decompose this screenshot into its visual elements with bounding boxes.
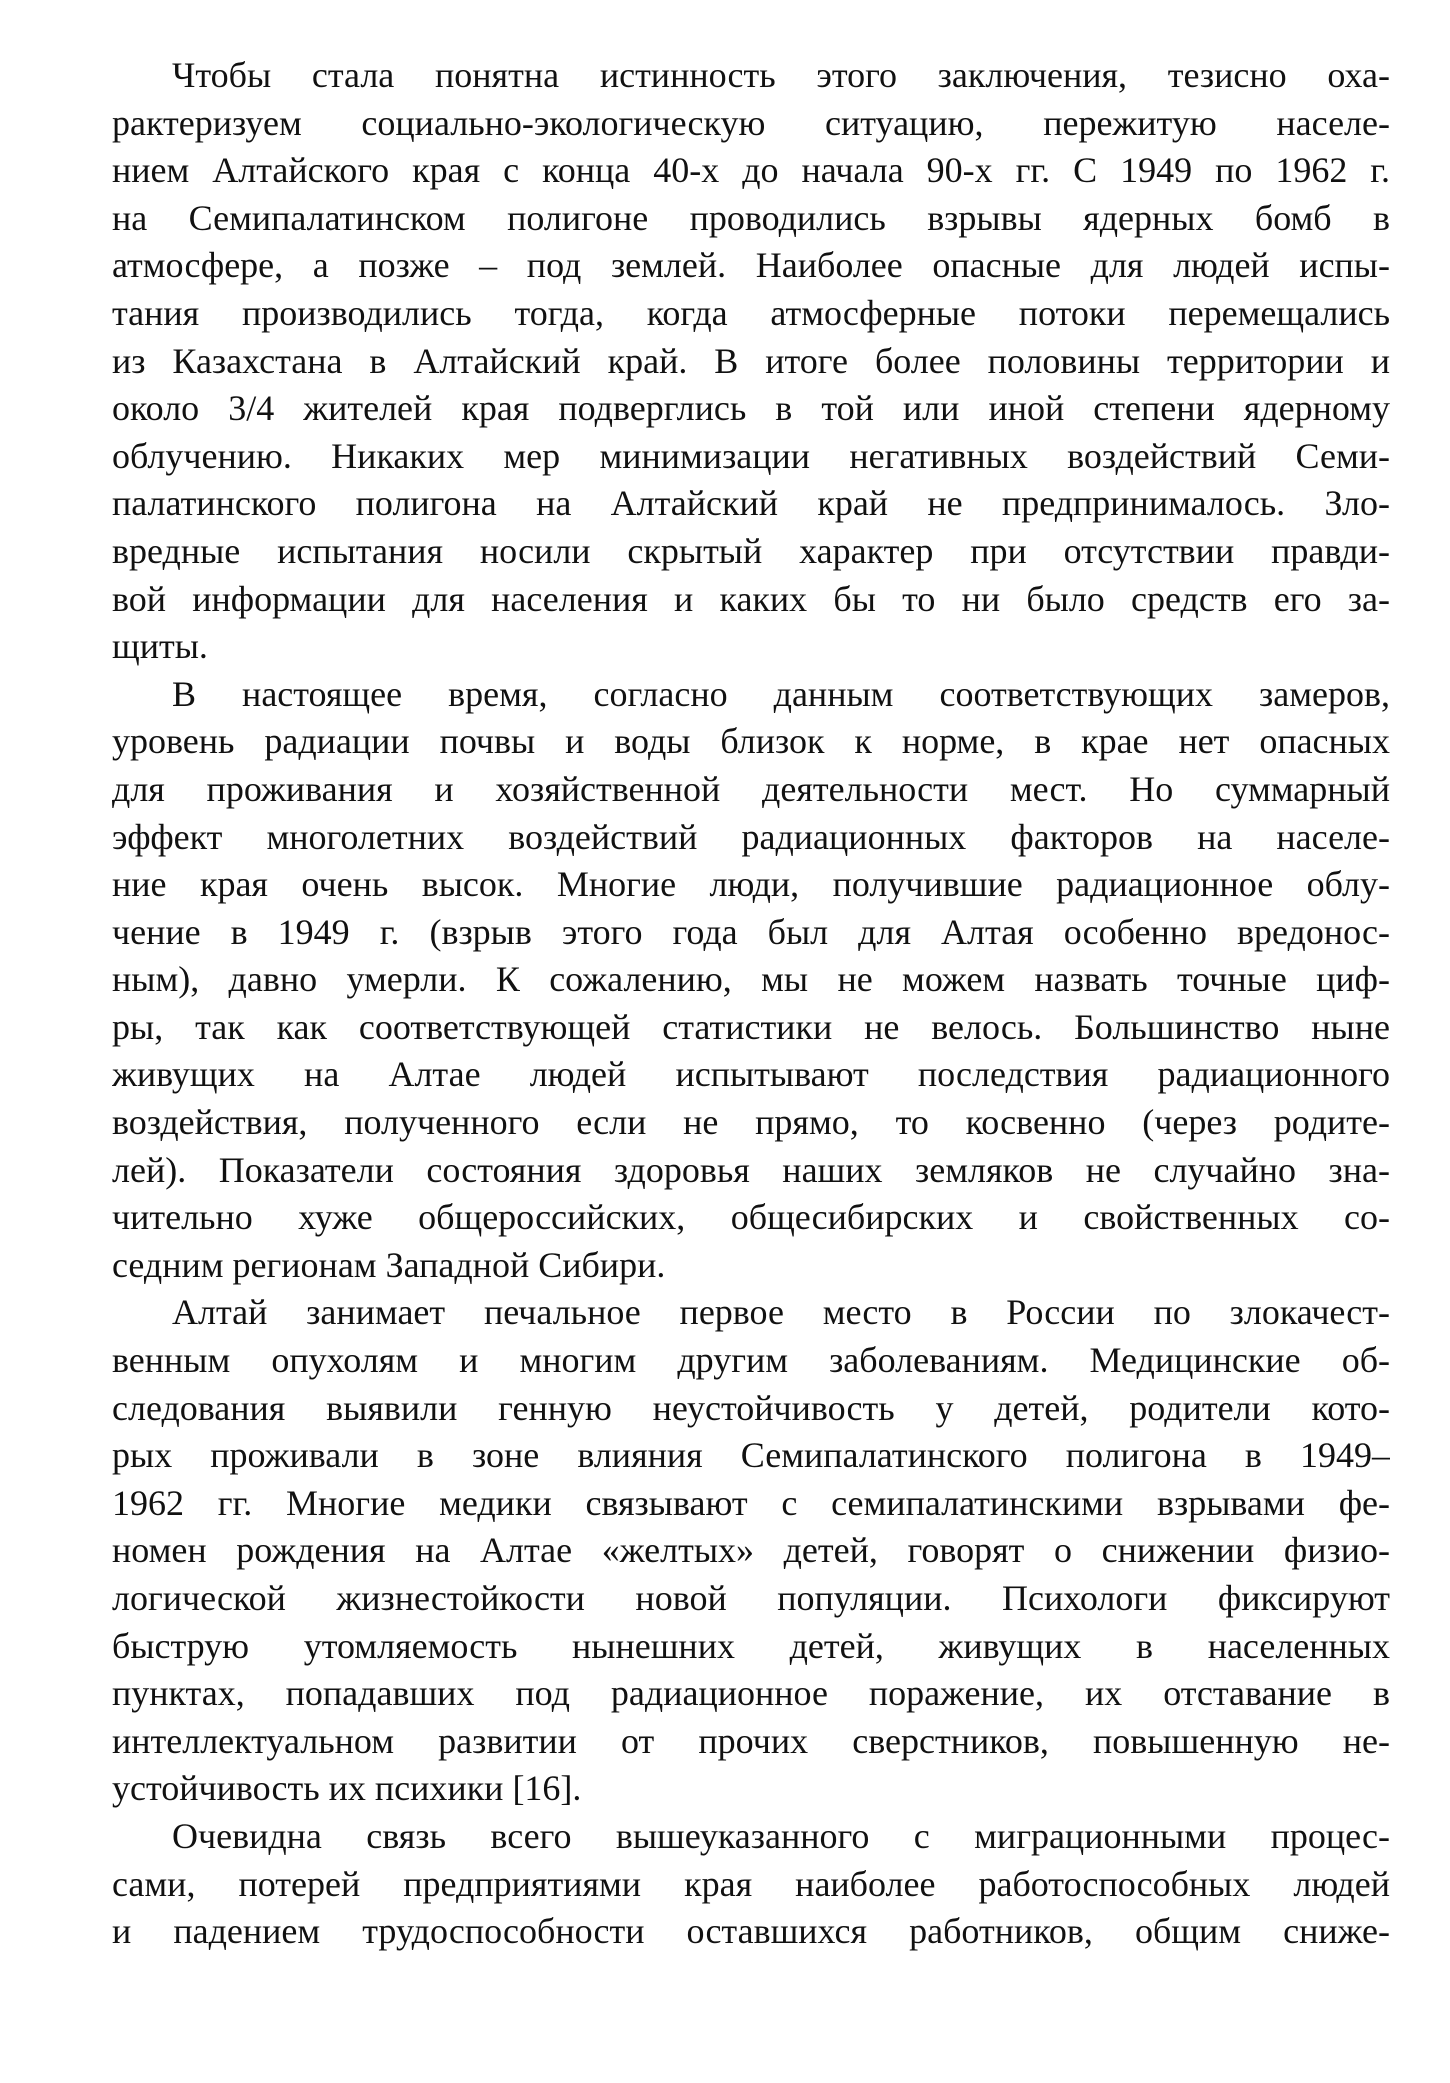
text-line: вредные испытания носили скрытый характер при отсутствии правди- <box>112 530 1390 571</box>
text-line: номен рождения на Алтае «желтых» детей, говорят о снижении физио- <box>112 1530 1390 1571</box>
text-line: чительно хуже общероссийских, общесибирских и свойственных со- <box>112 1197 1390 1238</box>
text-line: атмосфере, а позже – под землей. Наиболее опасные для людей испы- <box>112 245 1390 286</box>
text-line: из Казахстана в Алтайский край. В итоге более половины территории и <box>112 340 1390 381</box>
text-line: воздействия, полученного если не прямо, то косвенно (через родите- <box>112 1102 1390 1143</box>
text-line: устойчивость их психики [16]. <box>112 1768 582 1809</box>
text-line: чение в 1949 г. (взрыв этого года был для Алтая особенно вредонос- <box>112 911 1390 952</box>
paragraph-3 <box>112 1289 1390 1813</box>
text-line: В настоящее время, согласно данным соответствующих замеров, <box>172 673 1390 714</box>
text-line: лей). Показатели состояния здоровья наших земляков не случайно зна- <box>112 1149 1390 1190</box>
text-line: 1962 гг. Многие медики связывают с семипалатинскими взрывами фе- <box>112 1482 1390 1523</box>
text-line: венным опухолям и многим другим заболеваниям. Медицинские об- <box>112 1340 1390 1381</box>
text-line: нием Алтайского края с конца 40-х до начала 90-х гг. С 1949 по 1962 г. <box>112 150 1390 191</box>
text-line: следования выявили генную неустойчивость у детей, родители кото- <box>112 1387 1390 1428</box>
text-line: облучению. Никаких мер минимизации негативных воздействий Семи- <box>112 435 1390 476</box>
paragraph-2 <box>112 671 1390 1290</box>
text-line: тания производились тогда, когда атмосферные потоки перемещались <box>112 292 1390 333</box>
text-line: для проживания и хозяйственной деятельности мест. Но суммарный <box>112 768 1390 809</box>
text-line: быструю утомляемость нынешних детей, живущих в населенных <box>112 1625 1390 1666</box>
text-line: ние края очень высок. Многие люди, получившие радиационное облу- <box>112 864 1390 905</box>
text-line: интеллектуальном развитии от прочих сверстников, повышенную не- <box>112 1720 1390 1761</box>
text-line: палатинского полигона на Алтайский край не предпринималось. Зло- <box>112 483 1390 524</box>
paragraph-1 <box>112 52 1390 671</box>
text-line: седним регионам Западной Сибири. <box>112 1244 666 1285</box>
text-line: логической жизнестойкости новой популяции. Психологи фиксируют <box>112 1578 1390 1618</box>
text-line: Чтобы стала понятна истинность этого заключения, тезисно оха- <box>172 55 1390 95</box>
paragraph-4 <box>112 1813 1390 1956</box>
text-line: рых проживали в зоне влияния Семипалатинского полигона в 1949– <box>112 1435 1390 1476</box>
text-line: ры, так как соответствующей статистики не велось. Большинство ныне <box>112 1006 1390 1047</box>
text-line: Очевидна связь всего вышеуказанного с миграционными процес- <box>172 1815 1390 1856</box>
text-line: ным), давно умерли. К сожалению, мы не можем назвать точные циф- <box>112 959 1390 1000</box>
text-line: вой информации для населения и каких бы то ни было средств его за- <box>112 578 1390 619</box>
text-line: сами, потерей предприятиями края наиболее работоспособных людей <box>112 1863 1390 1904</box>
text-line: Алтай занимает печальное первое место в России по злокачест- <box>172 1292 1390 1333</box>
text-line: живущих на Алтае людей испытывают последствия радиационного <box>112 1054 1390 1095</box>
text-line: и падением трудоспособности оставшихся работников, общим сниже- <box>112 1911 1390 1952</box>
text-line: уровень радиации почвы и воды близок к норме, в крае нет опасных <box>112 721 1390 762</box>
document-page <box>112 52 1390 1956</box>
text-line: пунктах, попадавших под радиационное поражение, их отставание в <box>112 1673 1390 1714</box>
text-line: около 3/4 жителей края подверглись в той или иной степени ядерному <box>112 388 1390 429</box>
text-line: рактеризуем социально-экологическую ситуацию, пережитую населе- <box>112 102 1390 143</box>
text-line: щиты. <box>112 626 208 667</box>
text-line: на Семипалатинском полигоне проводились взрывы ядерных бомб в <box>112 197 1390 238</box>
text-line: эффект многолетних воздействий радиационных факторов на населе- <box>112 816 1390 857</box>
